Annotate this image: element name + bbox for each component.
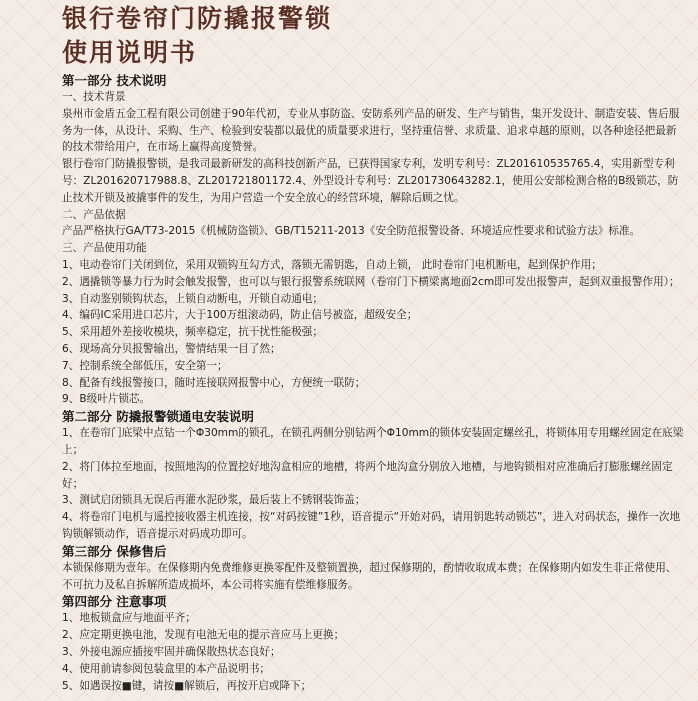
document-title: 银行卷帘门防撬报警锁 [62,4,333,33]
list-item: 3、自动鉴别锁钩状态，上锁自动断电，开锁自动通电； [62,292,323,305]
section-heading: 三、产品使用功能 [62,242,147,255]
part2-heading: 第二部分 防撬报警锁通电安装说明 [62,409,254,425]
list-item: 5、采用超外差接收模块，频率稳定，抗干扰性能极强； [62,326,323,339]
list-item: 4、使用前请参阅包装盒里的本产品说明书； [62,662,271,675]
list-item: 3、外接电源应插接牢固并确保散热状态良好； [62,645,281,658]
list-item: 1、电动卷帘门关闭到位，采用双锁钩互勾方式，落锁无需钥匙，自动上锁， 此时卷帘门电机断电，起到保护作用； [62,258,602,271]
list-item: 3、测试启闭锁具无误后再灌水泥砂浆，最后装上不锈钢装饰盖； [62,494,366,507]
section-heading: 二、产品依据 [62,208,126,221]
part1-heading: 第一部分 技术说明 [62,73,167,88]
list-item: 7、控制系统全部低压，安全第一； [62,359,228,372]
part4-heading: 第四部分 注意事项 [62,594,167,610]
list-item: 8、配备有线报警接口，随时连接联网报警中心，方便统一联防； [62,376,366,389]
paragraph: 本锁保修期为壹年。在保修期内免费维修更换零配件及整锁置换，超过保修期的，酌情收取成本费；在保修期内如发生非正常使用、不可抗力及私自拆解所造成损坏，本公司将实施有偿维修服务。 [62,561,677,591]
document-subtitle: 使用说明书 [62,38,198,67]
paragraph: 产品严格执行GA/T73-2015《机械防盗锁》、GB/T15211-2013《安全防范报警设备、环境适应性要求和试验方法》标准。 [62,225,641,238]
list-item: 2、将门体拉至地面，按照地沟的位置挖好地沟盒相应的地槽，将两个地沟盒分别放入地槽，与地钩锁相对应准确后打膨胀螺丝固定好； [62,460,673,490]
list-item: 2、应定期更换电池，发现有电池无电的提示音应马上更换； [62,629,345,642]
list-item: 4、编码IC采用进口芯片，大于100万组滚动码，防止信号被盗，超级安全； [62,309,418,322]
paragraph: 银行卷帘门防撬报警锁，是我司最新研发的高科技创新产品，已获得国家专利，发明专利号：ZL201610535765.4，实用新型专利号：ZL201620717988.8、ZL201721801172.4、外型设计专利号：ZL201730643282.1，使用公安部检测合格的B级锁芯，防止技术开锁及被撬事件的发生，为用户营造一个安全放心的经营环境，解除后顾之忧。 [62,158,679,204]
list-item: 9、B级叶片锁芯。 [62,393,151,406]
list-item: 2、遇撬锁等暴力行为时会触发报警，也可以与银行报警系统联网（卷帘门下横梁离地面2cm即可发出报警声，起到双重报警作用）； [62,275,680,288]
list-item: 5、如遇误按■键，请按■解锁后，再按开启或降下； [62,679,312,692]
list-item: 6、现场高分贝报警输出，警情结果一目了然； [62,342,281,355]
part3-heading: 第三部分 保修售后 [62,543,167,559]
list-item: 1、地板锁盒应与地面平齐； [62,612,196,625]
paragraph: 泉州市金盾五金工程有限公司创建于90年代初，专业从事防盗、安防系列产品的研发、生产与销售，集开发设计、制造安装、售后服务为一体，从设计、采购、生产、检验到安装都以最优的质量要求进行，坚持重信誉、求质量、追求卓越的原则，以各种途径把最新的技术带给用户，在市场上赢得高度赞誉。 [62,107,680,154]
list-item: 1、在卷帘门底梁中点钻一个Φ30mm的锁孔，在锁孔两侧分别钻两个Φ10mm的锁体安装固定螺丝孔，将锁体用专用螺丝固定在底梁上； [62,427,684,456]
manual-body [62,72,684,694]
list-item: 4、将卷帘门电机与遥控接收器主机连接，按“对码按键”1秒，语音提示“开始对码，请用钥匙转动锁芯”，进入对码状态，操作一次地钩锁解锁动作，语音提示对码成功即可。 [62,511,681,540]
section-heading: 一、技术背景 [62,91,126,103]
